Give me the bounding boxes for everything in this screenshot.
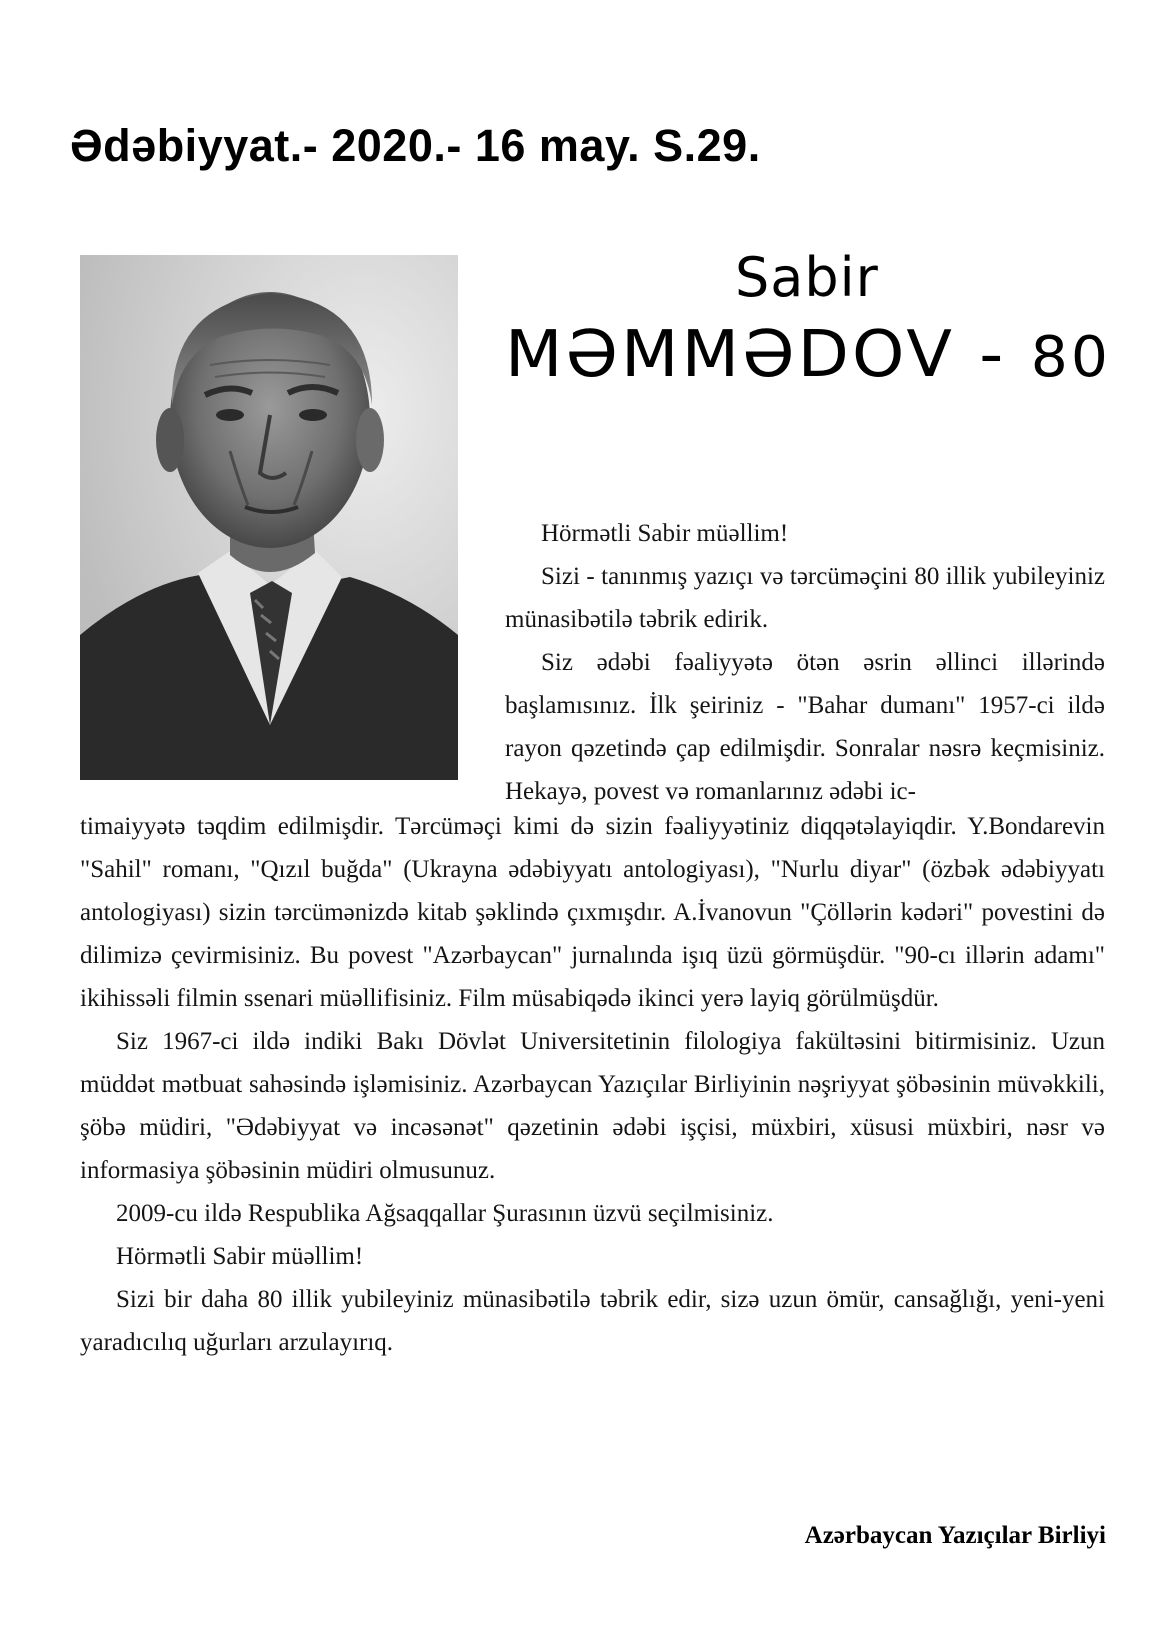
title-age: 80: [1030, 325, 1112, 390]
citation-header: Ədəbiyyat.- 2020.- 16 may. S.29.: [70, 120, 761, 171]
paragraph-3: Siz 1967-ci ildə indiki Bakı Dövlət Universitetinin filologiya fakültəsini bitirmisiniz. Uzun müddət mətbuat sahəsində işləmisiniz. Azərbaycan Yazıçılar Birliyinin nəşriyyat şöbəsinin müvəkkili, şöbə müdiri, "Ədəbiyyat və incəsənət" qəzetinin ədəbi işçisi, müxbiri, xüsusi müxbiri, nəsr və informasiya şöbəsinin müdiri olmusunuz.: [80, 1028, 1105, 1184]
intro-column: [505, 512, 1105, 813]
paragraph-1: Sizi - tanınmış yazıçı və tərcüməçini 80 illik yubileyiniz münasibətilə təbrik edirik.: [505, 563, 1105, 633]
paragraph-5: Sizi bir daha 80 illik yubileyiniz münasibətilə təbrik edir, sizə uzun ömür, cansağlığı, yeni-yeni yaradıcılıq uğurları arzulayırıq.: [80, 1286, 1105, 1356]
portrait-photo: [80, 255, 458, 780]
title-last-name-line: [505, 318, 1111, 392]
title-dash: -: [979, 318, 1007, 392]
greeting: Hörmətli Sabir müəllim!: [541, 520, 789, 547]
title-first-name: Sabir: [735, 246, 879, 309]
signature: Azərbaycan Yazıçılar Birliyi: [804, 1522, 1106, 1549]
portrait-photo-icon: [80, 255, 458, 780]
main-text: [80, 805, 1105, 1364]
greeting-2: Hörmətli Sabir müəllim!: [116, 1243, 364, 1270]
title-last-name: MƏMMƏDOV: [505, 318, 956, 392]
paragraph-4: 2009-cu ildə Respublika Ağsaqqallar Şurasının üzvü seçilmisiniz.: [116, 1200, 774, 1227]
paragraph-2-start: Siz ədəbi fəaliyyətə ötən əsrin əllinci illərində başlamısınız. İlk şeiriniz - "Bahar dumanı" 1957-ci ildə rayon qəzetində çap edilmişdir. Sonralar nəsrə keçmisiniz. Hekayə, povest və romanlarınız ədəbi ic-: [505, 649, 1105, 805]
paragraph-2-end: timaiyyətə təqdim edilmişdir. Tərcüməçi kimi də sizin fəaliyyətiniz diqqətəlayiqdir. Y.Bondarevin "Sahil" romanı, "Qızıl buğda" (Ukrayna ədəbiyyatı antologiyası), "Nurlu diyar" (özbək ədəbiyyatı antologiyası) sizin tərcümənizdə kitab şəklində çıxmışdır. A.İvanovun "Çöllərin kədəri" povestini də dilimizə çevirmisiniz. Bu povest "Azərbaycan" jurnalında işıq üzü görmüşdür. "90-cı illərin adamı" ikihissəli filmin ssenari müəllifisiniz. Film müsabiqədə ikinci yerə layiq görülmüşdür.: [80, 813, 1105, 1012]
